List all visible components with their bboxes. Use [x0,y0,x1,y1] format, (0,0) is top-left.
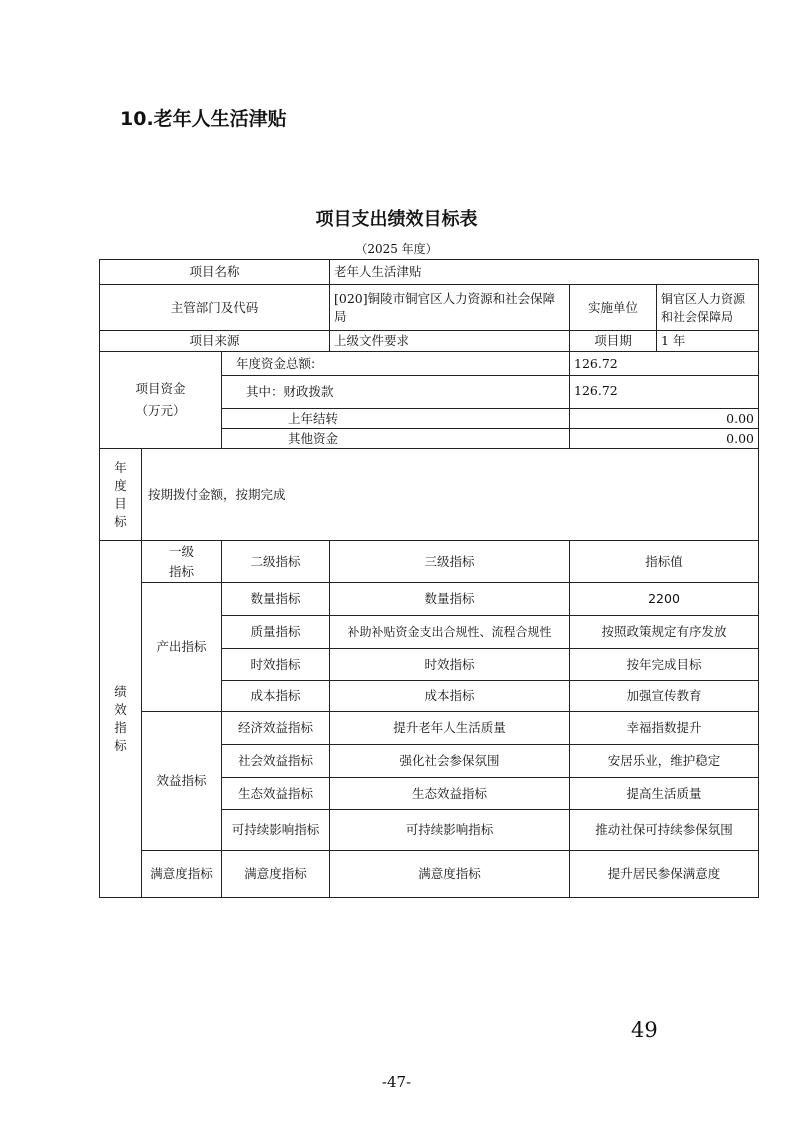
table-row [100,352,759,376]
value-cell: 提升居民参保满意度 [570,851,759,898]
table-year: （2025 年度） [355,242,438,256]
goal-char: 目 [114,495,127,511]
table-row [100,851,759,898]
performance-table [99,259,759,898]
output-indicators-label: 产出指标 [142,583,222,712]
table-row [100,285,759,331]
level2-cell: 成本指标 [222,681,330,712]
level2-cell: 可持续影响指标 [222,810,330,851]
impl-unit-value: 铜官区人力资源和社会保障局 [657,285,759,331]
header-value: 指标值 [570,541,759,583]
table-row [100,583,759,616]
benefit-indicators-label: 效益指标 [142,712,222,851]
fund-unit: （万元） [135,403,186,418]
level2-cell: 生态效益指标 [222,778,330,810]
header-level1 [142,541,222,583]
level3-cell: 生态效益指标 [330,778,570,810]
indicator-char: 绩 [114,684,127,699]
level2-cell: 质量指标 [222,616,330,649]
level2-cell: 社会效益指标 [222,745,330,778]
table-row [100,712,759,745]
value-cell: 推动社保可持续参保氛围 [570,810,759,851]
value-cell: 安居乐业，维护稳定 [570,745,759,778]
fund-label-cell [100,352,222,449]
level3-cell: 成本指标 [330,681,570,712]
annual-goal-value: 按期拨付金额，按期完成 [142,449,759,541]
goal-char: 度 [114,477,127,493]
other-funds-value: 0.00 [570,429,759,449]
value-cell: 幸福指数提升 [570,712,759,745]
source-label: 项目来源 [100,331,330,352]
total-value: 126.72 [570,352,759,376]
dept-label: 主管部门及代码 [100,285,330,331]
goal-char: 标 [114,513,127,529]
satisfaction-indicators-label: 满意度指标 [142,851,222,898]
finance-value: 126.72 [570,376,759,409]
page-number-bottom: -47- [381,1073,412,1091]
annual-goal-label [100,449,142,541]
value-cell: 加强宣传教育 [570,681,759,712]
carryover-value: 0.00 [570,409,759,429]
level3-cell: 可持续影响指标 [330,810,570,851]
page-number-top: 49 [631,1018,658,1042]
section-heading: 10.老年人生活津贴 [120,108,287,130]
indicator-char: 指 [114,720,127,735]
table-title: 项目支出绩效目标表 [315,209,478,230]
project-name-value: 老年人生活津贴 [330,260,759,285]
value-cell: 提高生活质量 [570,778,759,810]
table-row [100,449,759,541]
finance-label: 其中：财政拨款 [222,376,570,409]
level2-cell: 经济效益指标 [222,712,330,745]
level3-cell: 数量指标 [330,583,570,616]
level3-cell: 满意度指标 [330,851,570,898]
value-cell: 按年完成目标 [570,649,759,681]
table-row [100,260,759,285]
indicator-char: 效 [114,702,127,717]
period-value: 1 年 [657,331,759,352]
header-level1-line2: 指标 [168,563,194,579]
indicator-char: 标 [114,738,127,753]
total-label: 年度资金总额: [222,352,570,376]
level3-cell: 时效指标 [330,649,570,681]
carryover-label: 上年结转 [222,409,570,429]
performance-indicators-label [100,541,142,898]
fund-label: 项目资金 [135,381,186,396]
period-label: 项目期 [570,331,657,352]
table-row [100,541,759,583]
value-cell: 按照政策规定有序发放 [570,616,759,649]
level3-cell: 提升老年人生活质量 [330,712,570,745]
other-funds-label: 其他资金 [222,429,570,449]
level2-cell: 时效指标 [222,649,330,681]
header-level2: 二级指标 [222,541,330,583]
level3-cell: 补助补贴资金支出合规性、流程合规性 [330,616,570,649]
header-level3: 三级指标 [330,541,570,583]
header-level1-line1: 一级 [168,543,194,559]
dept-value: [020]铜陵市铜官区人力资源和社会保障局 [330,285,570,331]
goal-char: 年 [114,459,127,475]
table-row [100,331,759,352]
level2-cell: 数量指标 [222,583,330,616]
level2-cell: 满意度指标 [222,851,330,898]
source-value: 上级文件要求 [330,331,570,352]
impl-unit-label: 实施单位 [570,285,657,331]
level3-cell: 强化社会参保氛围 [330,745,570,778]
project-name-label: 项目名称 [100,260,330,285]
value-cell: 2200 [570,583,759,616]
